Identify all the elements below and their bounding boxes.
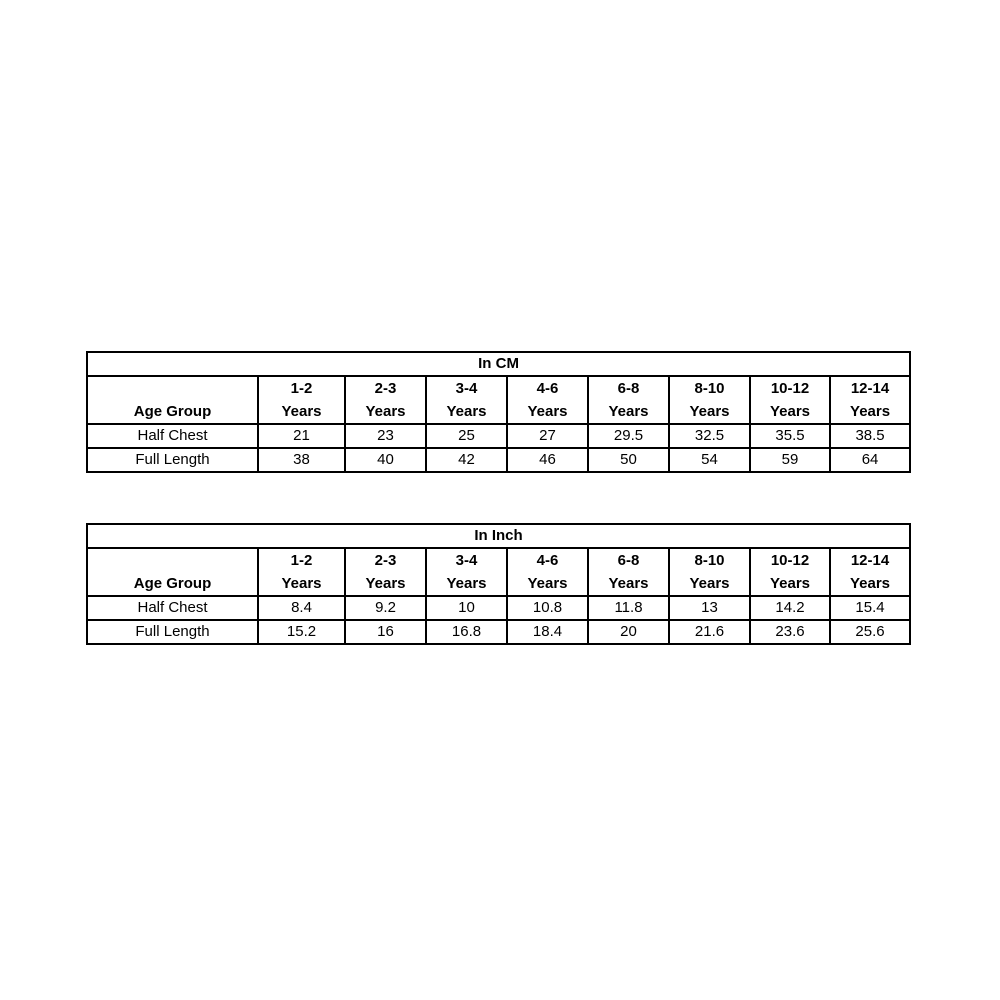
table-cell: 25 [426, 424, 507, 448]
column-header-unit: Years [689, 575, 730, 592]
column-header-unit: Years [446, 575, 487, 592]
table-cell: 21 [258, 424, 345, 448]
column-header [345, 376, 426, 424]
column-header [426, 548, 507, 596]
column-header [588, 376, 669, 424]
column-header [830, 376, 910, 424]
column-header-range: 2-3 [374, 380, 397, 397]
column-header-unit: Years [365, 575, 406, 592]
column-header-range: 12-14 [850, 552, 890, 569]
column-header-unit: Years [527, 575, 568, 592]
table-cell: 10.8 [507, 596, 588, 620]
column-header-range: 2-3 [374, 552, 397, 569]
table-cell: 18.4 [507, 620, 588, 644]
column-header-range: 6-8 [617, 552, 640, 569]
column-header-unit: Years [446, 403, 487, 420]
table-cell: 32.5 [669, 424, 750, 448]
table-row-full-length [87, 448, 910, 472]
column-header-range: 10-12 [770, 552, 810, 569]
column-header-range: 8-10 [694, 380, 725, 397]
column-header [258, 548, 345, 596]
column-header-range: 1-2 [290, 552, 313, 569]
table-cell: 8.4 [258, 596, 345, 620]
column-header-unit: Years [527, 403, 568, 420]
table-cell: 23.6 [750, 620, 830, 644]
row-label: Half Chest [87, 424, 258, 448]
column-header [588, 548, 669, 596]
column-header-unit: Years [365, 403, 406, 420]
column-header-unit: Years [281, 403, 322, 420]
column-header-range: 3-4 [455, 380, 478, 397]
table-cell: 27 [507, 424, 588, 448]
table-cell: 9.2 [345, 596, 426, 620]
table-cell: 21.6 [669, 620, 750, 644]
table-cell: 13 [669, 596, 750, 620]
table-cell: 54 [669, 448, 750, 472]
column-header [669, 548, 750, 596]
column-header-range: 4-6 [536, 552, 559, 569]
table-row-full-length [87, 620, 910, 644]
table-cell: 38 [258, 448, 345, 472]
column-header-unit: Years [850, 403, 891, 420]
column-header [345, 548, 426, 596]
column-header-range: 10-12 [770, 380, 810, 397]
table-caption: In Inch [87, 524, 910, 548]
column-header-unit: Years [769, 575, 811, 592]
column-header [750, 548, 830, 596]
row-label: Full Length [87, 620, 258, 644]
table-cell: 15.2 [258, 620, 345, 644]
column-header-range: 4-6 [536, 380, 559, 397]
column-header-range: 3-4 [455, 552, 478, 569]
table-cell: 23 [345, 424, 426, 448]
row-label-header: Age Group [87, 548, 258, 596]
table-header-row [87, 548, 910, 596]
row-label-header: Age Group [87, 376, 258, 424]
table-cell: 64 [830, 448, 910, 472]
column-header-range: 12-14 [850, 380, 890, 397]
table-cell: 16 [345, 620, 426, 644]
table-caption-row [87, 524, 910, 548]
table-cell: 42 [426, 448, 507, 472]
column-header-unit: Years [769, 403, 811, 420]
column-header [507, 548, 588, 596]
table-cell: 40 [345, 448, 426, 472]
table-cell: 15.4 [830, 596, 910, 620]
table-caption-row [87, 352, 910, 376]
column-header [426, 376, 507, 424]
table-caption: In CM [87, 352, 910, 376]
table-cell: 20 [588, 620, 669, 644]
column-header-unit: Years [689, 403, 730, 420]
column-header [669, 376, 750, 424]
row-label: Half Chest [87, 596, 258, 620]
column-header-range: 1-2 [290, 380, 313, 397]
column-header-unit: Years [281, 575, 322, 592]
table-cell: 35.5 [750, 424, 830, 448]
table-cell: 38.5 [830, 424, 910, 448]
column-header-unit: Years [608, 575, 649, 592]
table-cell: 59 [750, 448, 830, 472]
column-header-unit: Years [608, 403, 649, 420]
table-row-half-chest [87, 596, 910, 620]
table-cell: 11.8 [588, 596, 669, 620]
table-header-row [87, 376, 910, 424]
table-cell: 50 [588, 448, 669, 472]
column-header [750, 376, 830, 424]
column-header [258, 376, 345, 424]
table-cell: 46 [507, 448, 588, 472]
column-header-unit: Years [849, 575, 891, 592]
size-table-inch [86, 523, 911, 645]
column-header [507, 376, 588, 424]
table-row-half-chest [87, 424, 910, 448]
table-cell: 16.8 [426, 620, 507, 644]
table-cell: 14.2 [750, 596, 830, 620]
size-table-cm [86, 351, 911, 473]
column-header-range: 8-10 [694, 552, 725, 569]
table-cell: 25.6 [830, 620, 910, 644]
table-cell: 29.5 [588, 424, 669, 448]
table-cell: 10 [426, 596, 507, 620]
column-header-range: 6-8 [617, 380, 640, 397]
column-header [830, 548, 910, 596]
row-label: Full Length [87, 448, 258, 472]
